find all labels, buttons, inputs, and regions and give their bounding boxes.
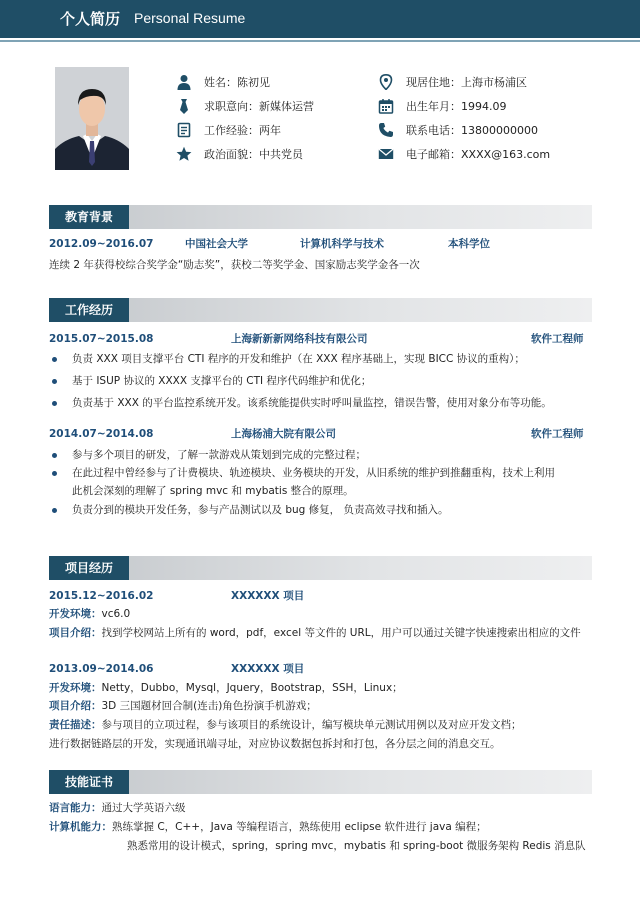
skills-section-title: 技能证书 bbox=[49, 770, 129, 794]
profile-birth: 出生年月：1994.09 bbox=[406, 100, 507, 113]
education-description: 连续 2 年获得校综合奖学金“励志奖”，获校二等奖学金、国家励志奖学金各一次 bbox=[49, 259, 420, 271]
skills-computer: 熟练掌握 C，C++，Java 等编程语言，熟练使用 eclipse 软件进行 java 编程； bbox=[112, 821, 487, 833]
projects-section-header bbox=[49, 556, 592, 580]
profile-address: 现居住地：上海市杨浦区 bbox=[406, 76, 527, 89]
skills-computer-cont: 熟悉常用的设计模式，spring，spring mvc，mybatis 和 spring-boot 微服务架构 Redis 消息队 bbox=[127, 840, 586, 852]
skills-section-header bbox=[49, 770, 592, 794]
project-2-intro-label: 项目介绍： bbox=[49, 700, 102, 712]
education-major: 计算机科学与技术 bbox=[300, 238, 384, 250]
job-1-bullet-2: 基于 ISUP 协议的 XXXX 支撑平台的 CTI 程序代码维护和优化； bbox=[72, 375, 372, 387]
skills-computer-label: 计算机能力： bbox=[49, 821, 112, 833]
project-1-env: vc6.0 bbox=[101, 608, 131, 620]
mail-icon bbox=[378, 146, 394, 162]
profile-experience-row bbox=[176, 120, 281, 140]
bullet-dot bbox=[52, 401, 57, 406]
profile-name-row bbox=[176, 72, 270, 92]
job-2-period: 2014.07~2014.08 bbox=[49, 428, 154, 440]
profile-email-row bbox=[378, 144, 550, 164]
bullet-dot bbox=[52, 508, 57, 513]
document-icon bbox=[176, 122, 192, 138]
project-2-name: XXXXXX 项目 bbox=[231, 663, 305, 675]
work-section-title: 工作经历 bbox=[49, 298, 129, 322]
project-2-duty: 参与项目的立项过程，参与该项目的系统设计，编写模块单元测试用例以及对应开发文档； bbox=[101, 719, 522, 731]
job-1-company: 上海新新新网络科技有限公司 bbox=[231, 333, 368, 345]
bullet-dot bbox=[52, 379, 57, 384]
tie-icon bbox=[176, 98, 192, 114]
education-period: 2012.09~2016.07 bbox=[49, 238, 154, 250]
education-degree: 本科学位 bbox=[448, 238, 490, 250]
project-2-period: 2013.09~2014.06 bbox=[49, 663, 154, 675]
job-1-bullet-3: 负责基于 XXX 的平台监控系统开发。该系统能提供实时呼叫量监控，错误告警，使用对象分布等功能。 bbox=[72, 397, 552, 409]
project-1-name: XXXXXX 项目 bbox=[231, 590, 305, 602]
work-section-header bbox=[49, 298, 592, 322]
project-2-intro: 3D 三国题材回合制(连击)角色扮演手机游戏； bbox=[101, 700, 317, 712]
profile-name: 姓名：陈初见 bbox=[204, 76, 270, 89]
calendar-icon bbox=[378, 98, 394, 114]
header-divider bbox=[0, 40, 640, 42]
skills-computer-row bbox=[49, 820, 487, 834]
job-2-bullet-3: 负责分到的模块开发任务，参与产品测试以及 bug 修复， 负责高效寻找和插入。 bbox=[72, 504, 449, 516]
profile-address-row bbox=[378, 72, 527, 92]
project-2-env-row bbox=[49, 681, 403, 695]
skills-language: 通过大学英语六级 bbox=[101, 802, 186, 814]
bullet-dot bbox=[52, 357, 57, 362]
project-1-intro-label: 项目介绍： bbox=[49, 627, 102, 639]
education-school: 中国社会大学 bbox=[185, 238, 248, 250]
project-2-env: Netty，Dubbo，Mysql，Jquery，Bootstrap，SSH，Linux； bbox=[101, 682, 403, 694]
profile-political-row bbox=[176, 144, 303, 164]
profile-phone: 联系电话：13800000000 bbox=[406, 124, 538, 137]
resume-title-en: Personal Resume bbox=[134, 10, 246, 26]
profile-job-intent: 求职意向：新媒体运营 bbox=[204, 100, 314, 113]
profile-experience: 工作经验：两年 bbox=[204, 124, 281, 137]
skills-language-row bbox=[49, 801, 186, 815]
job-2-role: 软件工程师 bbox=[531, 428, 584, 440]
phone-icon bbox=[378, 122, 394, 138]
job-1-period: 2015.07~2015.08 bbox=[49, 333, 154, 345]
location-pin-icon bbox=[378, 74, 394, 90]
job-2-company: 上海杨浦大院有限公司 bbox=[231, 428, 336, 440]
project-2-intro-row bbox=[49, 699, 317, 713]
education-section-header bbox=[49, 205, 592, 229]
resume-title-cn: 个人简历 bbox=[60, 10, 121, 28]
job-2-bullet-1: 参与多个项目的研发，了解一款游戏从策划到完成的完整过程； bbox=[72, 449, 366, 461]
skills-language-label: 语言能力： bbox=[49, 802, 102, 814]
project-2-duty-label: 责任描述： bbox=[49, 719, 102, 731]
project-2-env-label: 开发环境： bbox=[49, 682, 102, 694]
profile-phone-row bbox=[378, 120, 538, 140]
job-2-bullet-2: 在此过程中曾经参与了计费模块、轨迹模块、业务模块的开发，从旧系统的维护到推翻重构，技术上利用 bbox=[72, 467, 555, 479]
bullet-dot bbox=[52, 471, 57, 476]
job-1-role: 软件工程师 bbox=[531, 333, 584, 345]
project-1-env-label: 开发环境： bbox=[49, 608, 102, 620]
star-icon bbox=[176, 146, 192, 162]
person-icon bbox=[176, 74, 192, 90]
profile-email: 电子邮箱：XXXX@163.com bbox=[406, 148, 551, 161]
profile-photo bbox=[55, 67, 129, 170]
profile-job-intent-row bbox=[176, 96, 314, 116]
project-2-duty-row bbox=[49, 718, 522, 732]
profile-political: 政治面貌：中共党员 bbox=[204, 148, 303, 161]
profile-birth-row bbox=[378, 96, 507, 116]
bullet-dot bbox=[52, 453, 57, 458]
header-bar bbox=[0, 0, 640, 38]
job-1-bullet-1: 负责 XXX 项目支撑平台 CTI 程序的开发和维护（在 XXX 程序基础上，实现 BICC 协议的重构）； bbox=[72, 353, 525, 365]
project-2-duty-cont: 进行数据链路层的开发，实现通讯端寻址，对应协议数据包拆封和打包，各分层之间的消息交互。 bbox=[49, 738, 501, 750]
project-1-period: 2015.12~2016.02 bbox=[49, 590, 154, 602]
project-1-env-row bbox=[49, 607, 130, 621]
projects-section-title: 项目经历 bbox=[49, 556, 129, 580]
job-2-bullet-2-cont: 此机会深刻的理解了 spring mvc 和 mybatis 整合的原理。 bbox=[72, 485, 354, 497]
project-1-intro: 找到学校网站上所有的 word，pdf，excel 等文件的 URL，用户可以通过关键字快速搜索出相应的文件 bbox=[101, 627, 581, 639]
project-1-intro-row bbox=[49, 626, 581, 640]
education-section-title: 教育背景 bbox=[49, 205, 129, 229]
